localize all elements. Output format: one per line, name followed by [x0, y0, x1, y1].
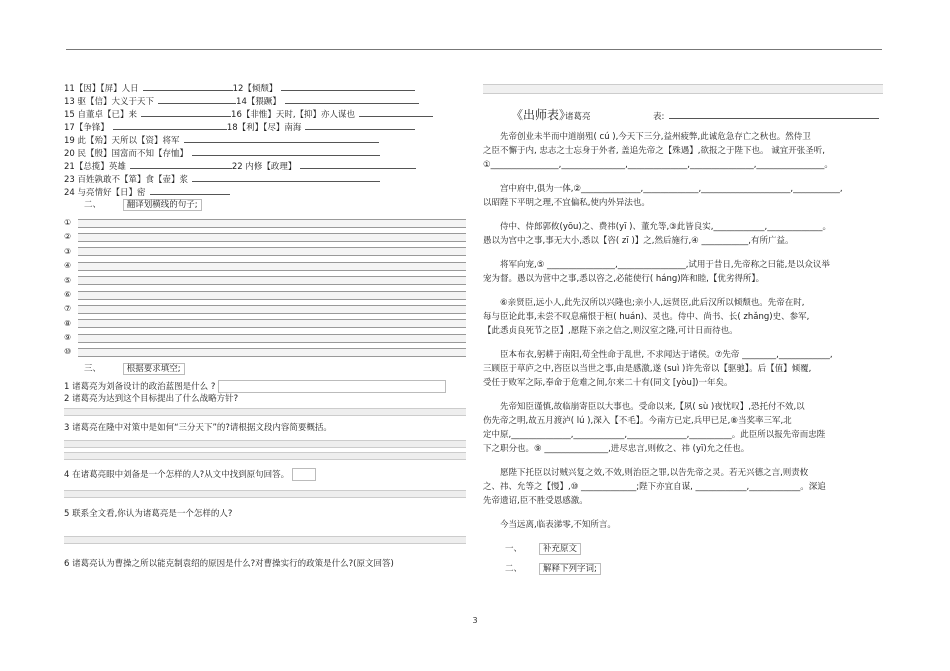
translation-answer-row: [64, 331, 466, 345]
question-3-text: 3 诸葛亮在隆中对策中是如何“三分天下”的?请根据文段内容简要概括。: [64, 422, 332, 433]
vocab-answer-line[interactable]: [300, 160, 416, 169]
answer-band: [64, 536, 466, 544]
translation-answer-row: [64, 317, 466, 331]
vocab-term: 20 民【殷】国富而不知【存恤】: [64, 149, 189, 159]
answer-number: ⑦: [64, 304, 72, 314]
passage-line: ①________________,_______________,______________,_______________,________________。: [483, 160, 833, 170]
question-5: [64, 508, 466, 522]
answer-line[interactable]: [78, 291, 466, 300]
left-column: [64, 82, 466, 572]
passage-line: 先帝遗诏,臣不胜受恩感激。: [483, 496, 588, 506]
passage-line: 每与臣论此事,未尝不叹息痛恨于桓( huán)、灵也。侍中、尚书、长( zhǎng)史、参军,: [483, 312, 810, 322]
vocab-term: 13 驱【信】大义于天下: [64, 97, 155, 107]
answer-number: ⑤: [64, 275, 72, 285]
passage-line: 先帝创业未半而中道崩殂( cú ),今天下三分,益州疲弊,此诚危急存亡之秋也。然侍卫: [500, 132, 811, 142]
vocab-term: 22 内修【政理】: [231, 162, 297, 172]
vocab-answer-line[interactable]: [305, 121, 415, 130]
question-5-text: 5 联系全文看,你认为诸葛亮是一个怎样的人?: [64, 508, 233, 519]
passage-line: 愚以为宫中之事,事无大小,悉以【咨( zī )】之,然后施行,④ ___________,有所广益。: [483, 236, 794, 246]
vocab-term: 17【争锋】: [64, 123, 109, 133]
translation-answer-row: [64, 216, 466, 230]
passage-line: 先帝知臣谨慎,故临崩寄臣以大事也。受命以来,【夙( sù )夜忧叹】,恐托付不效,以: [500, 402, 805, 412]
vocab-answer-line[interactable]: [158, 95, 236, 104]
passage-paragraph: [483, 130, 883, 172]
vocab-answer-line[interactable]: [141, 108, 231, 117]
translation-answer-row: [64, 302, 466, 316]
answer-number: ④: [64, 261, 72, 271]
passage-paragraphs: [483, 130, 883, 532]
vocab-term: 24 与亮情好【日】密: [64, 188, 146, 198]
passage-paragraph: [483, 182, 883, 210]
vocab-term: 16【非惟】天时,【抑】亦人谋也: [231, 110, 356, 120]
section-number: 二、: [505, 564, 523, 574]
vocab-term: 23 百姓孰敢不【箪】食【壶】浆: [64, 175, 189, 185]
passage-paragraph: [483, 258, 883, 286]
vocab-row: [64, 160, 466, 173]
question-1: [64, 380, 466, 393]
passage-paragraph: [483, 466, 883, 508]
translation-answer-row: [64, 245, 466, 259]
answer-number: ③: [64, 246, 72, 256]
vocab-answer-line[interactable]: [143, 82, 233, 91]
vocab-answer-line[interactable]: [113, 121, 227, 130]
answer-line[interactable]: [78, 276, 466, 285]
passage-title-row: [483, 94, 883, 130]
translation-answer-row: [64, 274, 466, 288]
passage-author: 诸葛亮: [565, 112, 591, 122]
translation-answer-row: [64, 259, 466, 273]
question-4-text: 4 在诸葛亮眼中刘备是一个怎样的人?从文中找到原句回答。: [64, 469, 290, 480]
vocab-list: [64, 82, 466, 199]
question-1-text: 1 诸葛亮为刘备设计的政治蓝图是什么 ?: [64, 381, 216, 392]
passage-line: 受任于败军之际,奉命于危难之间,尔来二十有(同文 [yòu])一年矣。: [483, 378, 733, 388]
answer-number: ①: [64, 217, 72, 227]
answer-line[interactable]: [78, 319, 466, 328]
passage-paragraph: [483, 400, 883, 456]
translation-answer-row: [64, 288, 466, 302]
vocab-answer-line[interactable]: [359, 108, 433, 117]
question-2-text: 2 诸葛亮为达到这个目标提出了什么战略方针?: [64, 393, 239, 404]
section-3-number: 三、: [84, 363, 102, 374]
header-band: [483, 84, 883, 94]
question-3: [64, 422, 466, 436]
answer-number: ⑧: [64, 318, 72, 328]
page-number: 3: [472, 616, 478, 625]
vocab-row: [64, 82, 466, 95]
question-1-answer-box[interactable]: [218, 380, 446, 393]
passage-line: 以昭陛下平明之理,不宜偏私,使内外异法也。: [483, 198, 650, 208]
passage-line: 三顾臣于草庐之中,咨臣以当世之事,由是感激,遂 (suì )许先帝以【驱驰】。后【值】倾覆,: [483, 364, 812, 374]
translation-answer-row: [64, 230, 466, 244]
section-2-title: 翻译划横线的句子;: [123, 199, 202, 211]
right-section-heading: [483, 542, 883, 556]
answer-line[interactable]: [78, 334, 466, 343]
answer-line[interactable]: [78, 233, 466, 242]
vocab-term: 19 此【殆】天所以【资】将军: [64, 136, 180, 146]
passage-line: 愿陛下托臣以讨贼兴复之效,不效,则治臣之罪,以告先帝之灵。若无兴德之言,则责攸: [500, 468, 809, 478]
passage-paragraph: [483, 296, 883, 338]
answer-line[interactable]: [78, 247, 466, 256]
section-title: 解释下列字词;: [539, 563, 601, 575]
passage-line: 定中原,______________,____________,______________,__________。此臣所以报先帝而忠陛: [483, 430, 826, 440]
vocab-term: 14【猥蹶】: [236, 97, 281, 107]
vocab-answer-line[interactable]: [281, 82, 415, 91]
section-3-heading: [64, 363, 466, 380]
passage-line: 下之职分也。⑨ _______________,进尽忠言,则攸之、祎 (yī)允之任也。: [483, 444, 750, 454]
vocab-row: [64, 134, 466, 147]
vocab-row: [64, 121, 466, 134]
passage-line: 将军向宠,⑤ ________________,________________,试用于昔日,先帝称之曰能,是以众议举: [500, 260, 830, 270]
top-rule: [66, 49, 882, 50]
passage-line: ⑥亲贤臣,远小人,此先汉所以兴隆也;亲小人,远贤臣,此后汉所以倾颓也。先帝在时,: [500, 298, 805, 308]
vocab-answer-line[interactable]: [184, 134, 379, 143]
answer-band: [64, 408, 466, 416]
vocab-term: 12【倾颓】: [232, 84, 278, 94]
question-2: [64, 393, 466, 406]
vocab-answer-line[interactable]: [130, 160, 232, 169]
biao-answer-line[interactable]: [669, 118, 879, 119]
vocab-answer-line[interactable]: [192, 147, 380, 156]
right-column: [483, 84, 883, 576]
answer-line[interactable]: [78, 262, 466, 271]
vocab-answer-line[interactable]: [285, 95, 419, 104]
answer-line[interactable]: [78, 219, 466, 228]
vocab-answer-line[interactable]: [150, 186, 230, 195]
vocab-term: 11【因】【屏】人日: [64, 84, 139, 94]
passage-paragraph: [483, 220, 883, 248]
passage-line: 宠为督。愚以为营中之事,悉以咨之,必能使行( háng)阵和睦,【优劣得所】。: [483, 274, 765, 284]
section-title: 补充原文: [539, 543, 581, 555]
passage-line: 侍中、侍郎郭攸(yōu)之、费祎(yī )、董允等,③此皆良实,____________,_____________。: [500, 222, 831, 232]
question-6: [64, 558, 466, 572]
answer-line[interactable]: [78, 348, 466, 357]
vocab-row: [64, 186, 466, 199]
answer-number: ⑥: [64, 289, 72, 299]
translation-answer-rows: [64, 216, 466, 360]
passage-title: 《出师表》: [511, 108, 572, 122]
vocab-row: [64, 147, 466, 160]
right-section-headings: [483, 542, 883, 576]
passage-line: 伤先帝之明,故五月渡泸( lú ),深入【不毛】。今南方已定,兵甲已足,⑧当奖率三军,北: [483, 416, 792, 426]
question-4: [64, 468, 466, 482]
passage-line: 今当远离,临表涕零,不知所言。: [500, 520, 616, 530]
vocab-row: [64, 95, 466, 108]
question-6-text: 6 诸葛亮认为曹操之所以能克制袁绍的原因是什么?对曹操实行的政策是什么?(原文回答): [64, 558, 394, 569]
vocab-row: [64, 108, 466, 121]
passage-line: 之、祎、允等之【慢】,⑩ _____________;陛下亦宜自谋, ____________,____________。深追: [483, 482, 826, 492]
vocab-term: 15 自董卓【已】来: [64, 110, 138, 120]
passage-line: 之臣不懈于内, 忠志之士忘身于外者, 盖追先帝之【殊遇】,欲报之于陛下也。 诚宜开张圣听,: [483, 146, 825, 156]
biao-label: 表:: [653, 112, 665, 122]
section-3-title: 根据要求填空;: [123, 363, 185, 375]
answer-number: ⑨: [64, 333, 72, 343]
translation-answer-row: [64, 346, 466, 360]
passage-paragraph: [483, 348, 883, 390]
section-number: 一、: [505, 544, 523, 554]
vocab-answer-line[interactable]: [192, 173, 380, 182]
vocab-row: [64, 173, 466, 186]
section-2-heading: [64, 199, 466, 216]
answer-band: [64, 440, 466, 448]
passage-line: 臣本布衣,躬耕于南阳,苟全性命于乱世, 不求闻达于诸侯。⑦先帝 ________,____________,: [500, 350, 833, 360]
section-2-number: 二、: [84, 200, 102, 210]
right-section-heading: [483, 562, 883, 576]
passage-paragraph: [483, 518, 883, 532]
vocab-term: 21【总揽】英雄: [64, 162, 126, 172]
answer-band: [64, 490, 466, 498]
passage-line: 宫中府中,俱为一体,②______________,_____________,_____________________,___________,: [500, 184, 843, 194]
answer-line[interactable]: [78, 305, 466, 314]
vocab-term: 18【利】【尽】南海: [226, 123, 302, 133]
answer-number: ②: [64, 232, 72, 242]
answer-number: ⑩: [64, 347, 72, 357]
answer-band: [64, 452, 466, 460]
passage-line: 【此悉贞良死节之臣】,愿陛下亲之信之,则汉室之隆,可计日而待也。: [483, 326, 738, 336]
question-4-answer-box[interactable]: [292, 468, 316, 481]
